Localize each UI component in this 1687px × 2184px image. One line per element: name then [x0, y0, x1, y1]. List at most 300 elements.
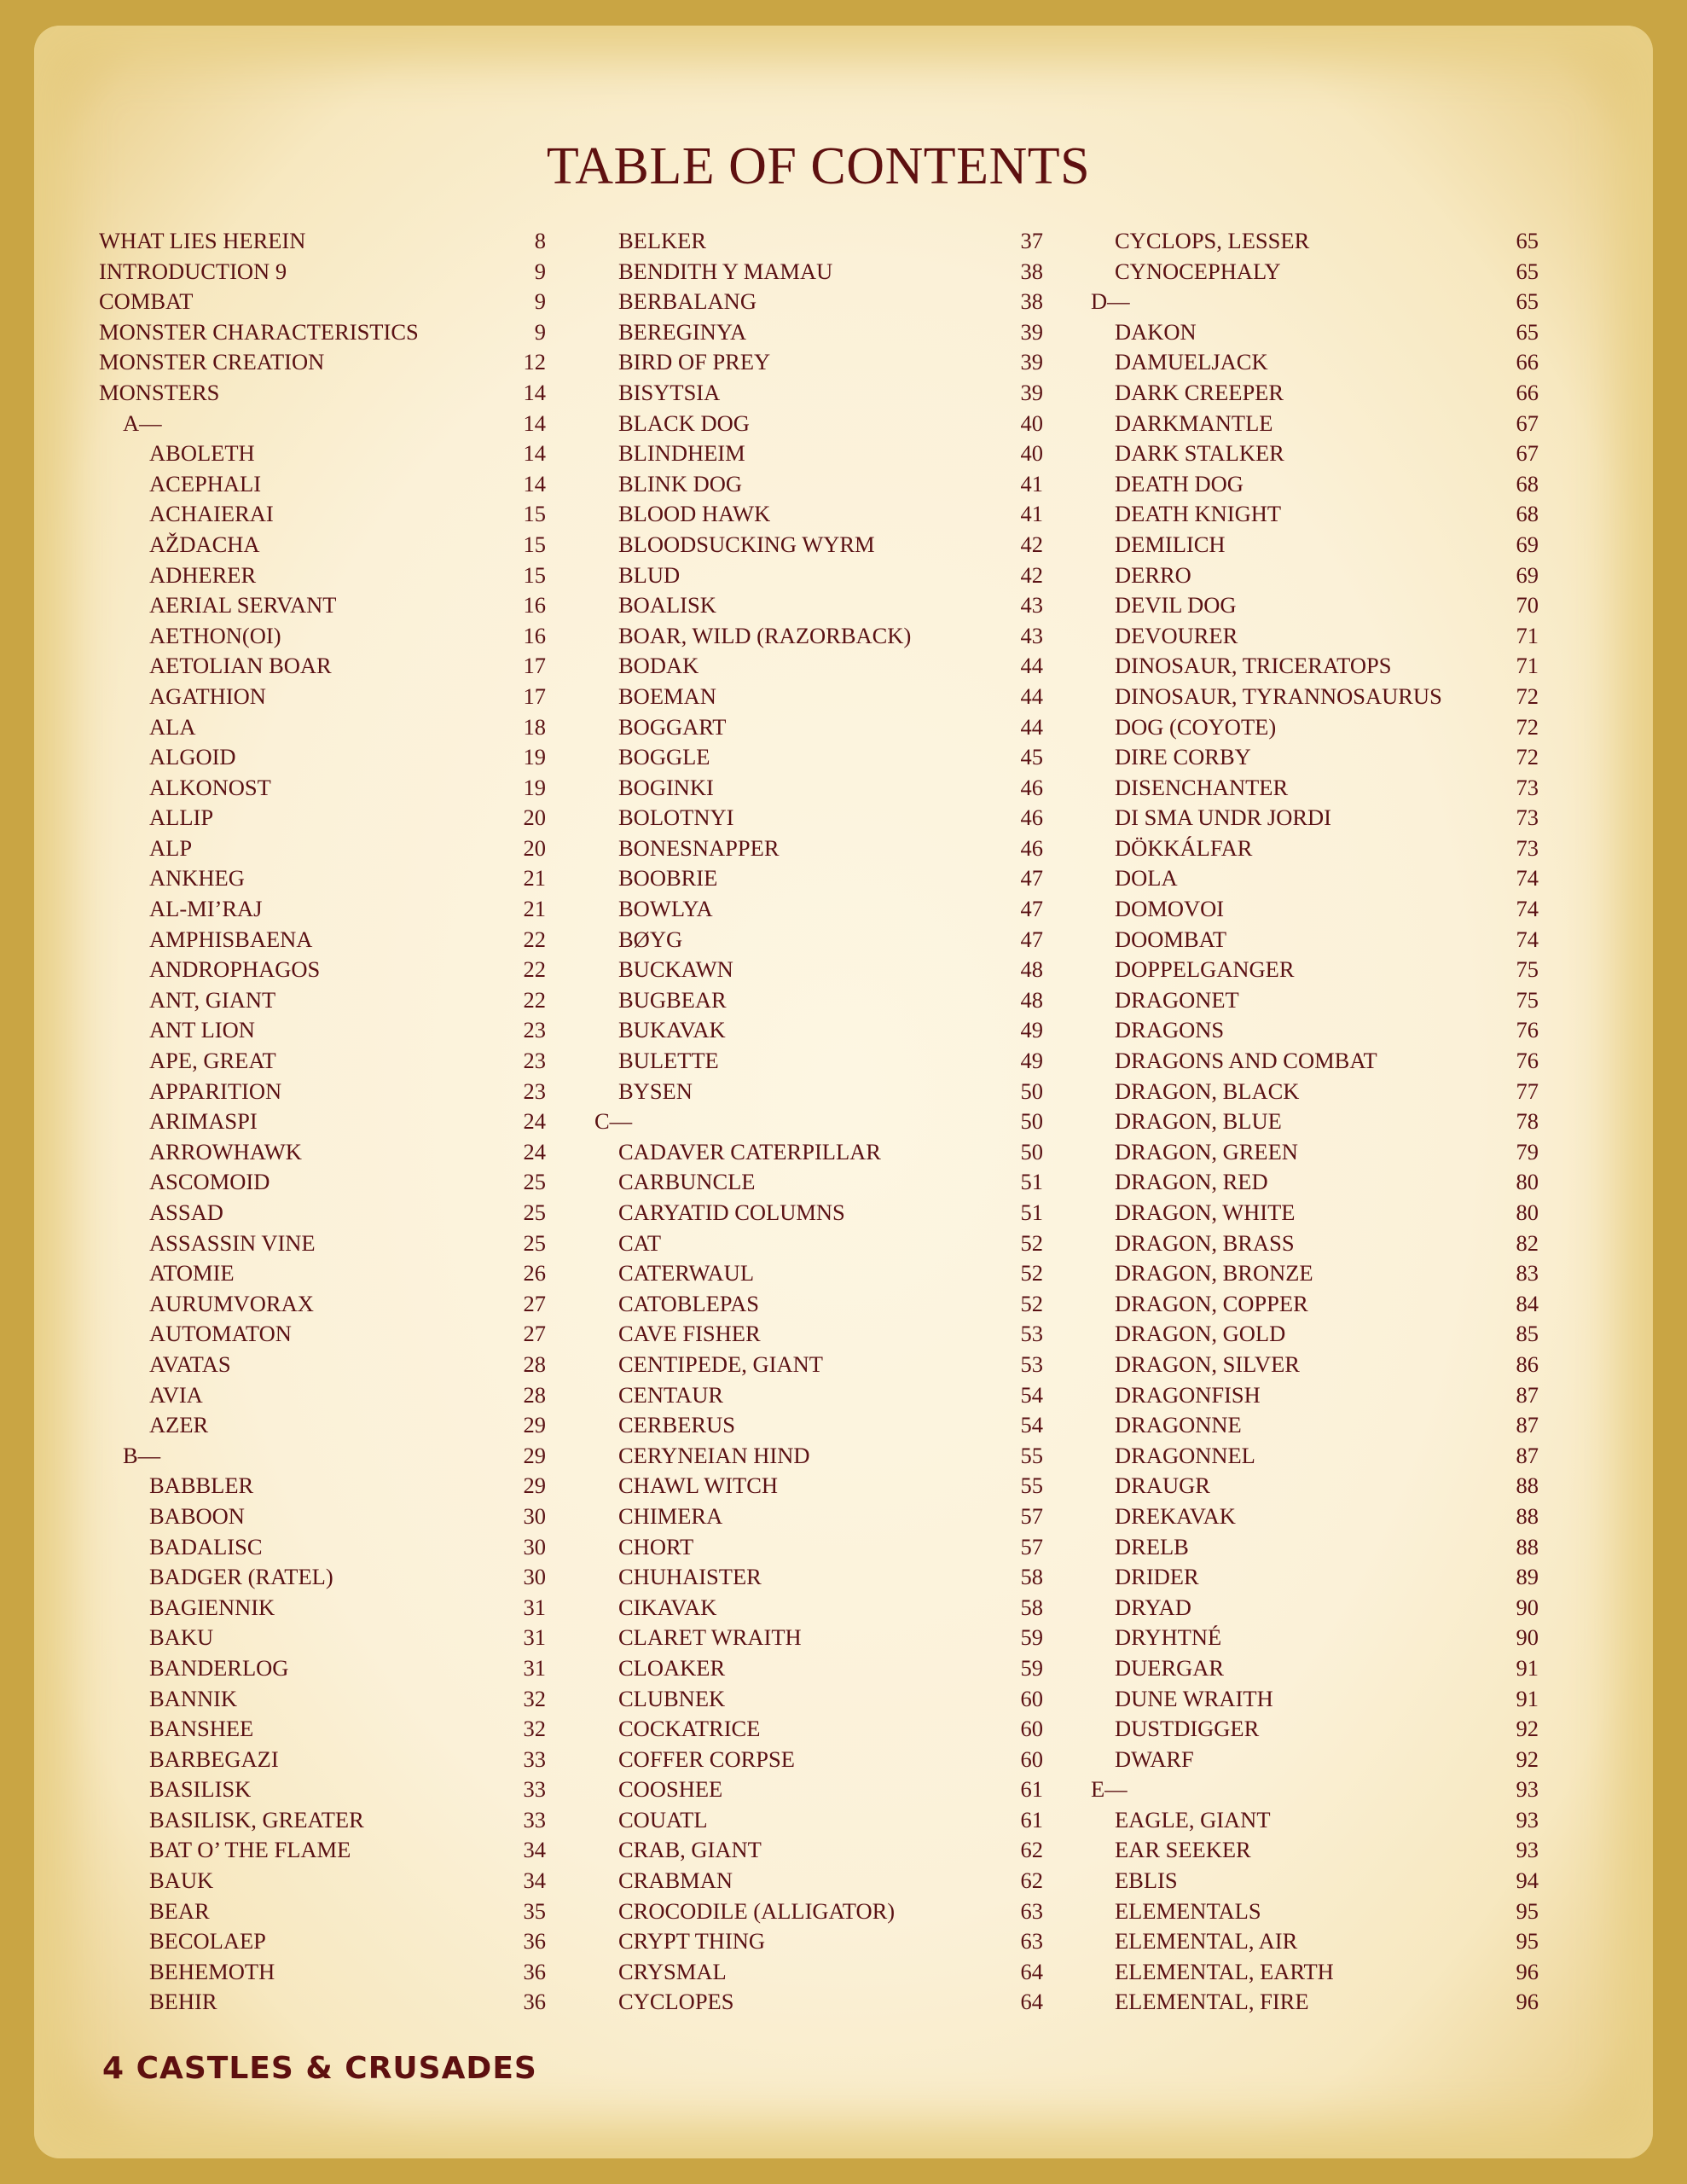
toc-entry [99, 226, 546, 257]
toc-entry-title: CLOAKER [618, 1654, 726, 1681]
toc-entry-page: 88 [1516, 1502, 1539, 1529]
toc-entry-title: BUGBEAR [618, 986, 727, 1013]
toc-entry-title: BAKU [149, 1624, 214, 1651]
toc-entry-page: 57 [1020, 1533, 1043, 1560]
toc-entry-title: ELEMENTAL, EARTH [1115, 1958, 1334, 1984]
toc-entry [99, 1289, 546, 1320]
toc-entry-page: 15 [523, 501, 546, 527]
toc-entry [99, 1926, 546, 1957]
toc-entry-page: 73 [1516, 834, 1539, 861]
toc-entry-title: CRYPT THING [618, 1928, 766, 1955]
toc-entry-title: DEATH DOG [1115, 470, 1244, 497]
toc-entry-title: DINOSAUR, TRICERATOPS [1115, 653, 1392, 679]
toc-entry [1091, 1684, 1539, 1715]
toc-entry-page: 20 [523, 834, 546, 861]
toc-entry-title: AUTOMATON [149, 1321, 292, 1347]
toc-entry-title: CENTIPEDE, GIANT [618, 1350, 823, 1377]
toc-entry-title: DOOMBAT [1115, 926, 1227, 952]
toc-entry-page: 44 [1020, 682, 1043, 709]
toc-entry-page: 53 [1020, 1350, 1043, 1377]
toc-entry-title: CLARET WRAITH [618, 1624, 802, 1651]
toc-entry [99, 651, 546, 682]
toc-entry-page: 64 [1020, 1958, 1043, 1984]
toc-entry-title: DOLA [1115, 865, 1178, 892]
toc-entry [594, 651, 1043, 682]
toc-entry-title: BENDITH Y MAMAU [618, 258, 833, 284]
toc-entry [1091, 1774, 1539, 1805]
toc-entry [594, 1593, 1043, 1623]
toc-entry [99, 1198, 546, 1228]
toc-entry-page: 22 [523, 926, 546, 952]
toc-entry-title: AŽDACHA [149, 531, 260, 557]
toc-entry [99, 621, 546, 652]
toc-entry [594, 1350, 1043, 1380]
toc-entry-page: 60 [1020, 1745, 1043, 1772]
toc-entry-page: 46 [1020, 834, 1043, 861]
toc-entry-title: BASILISK, GREATER [149, 1806, 364, 1833]
toc-entry-page: 90 [1516, 1594, 1539, 1620]
toc-entry-page: 88 [1516, 1533, 1539, 1560]
toc-entry [99, 773, 546, 804]
toc-entry-page: 39 [1020, 379, 1043, 405]
toc-entry [1091, 1258, 1539, 1289]
toc-entry [594, 1289, 1043, 1320]
toc-entry [594, 863, 1043, 894]
toc-entry-page: 49 [1020, 1017, 1043, 1043]
toc-entry-title: COMBAT [99, 288, 194, 315]
toc-entry [1091, 742, 1539, 773]
toc-entry-page: 44 [1020, 713, 1043, 740]
toc-entry-page: 65 [1516, 228, 1539, 253]
toc-entry-title: CAVE FISHER [618, 1321, 761, 1347]
toc-entry-page: 73 [1516, 804, 1539, 831]
toc-entry [1091, 1926, 1539, 1957]
toc-entry-title: APPARITION [149, 1077, 282, 1104]
toc-entry-title: CLUBNEK [618, 1685, 726, 1711]
toc-entry-page: 83 [1516, 1260, 1539, 1287]
toc-entry-page: 29 [523, 1412, 546, 1438]
toc-entry-title: EBLIS [1115, 1867, 1178, 1894]
toc-entry [1091, 803, 1539, 834]
toc-entry-page: 73 [1516, 774, 1539, 800]
toc-entry-page: 68 [1516, 470, 1539, 497]
toc-entry [99, 409, 546, 439]
toc-entry-title: CHORT [618, 1533, 694, 1560]
toc-entry-title: ALA [149, 713, 196, 740]
toc-entry [594, 1471, 1043, 1502]
toc-entry-page: 51 [1020, 1169, 1043, 1195]
toc-entry-page: 28 [523, 1350, 546, 1377]
toc-entry-title: DRAGONS AND COMBAT [1115, 1048, 1377, 1074]
toc-entry-title: DERRO [1115, 561, 1191, 588]
toc-entry [99, 561, 546, 591]
toc-entry-page: 86 [1516, 1350, 1539, 1377]
toc-entry-title: CRABMAN [618, 1867, 733, 1894]
toc-entry [594, 1532, 1043, 1563]
toc-entry-page: 66 [1516, 349, 1539, 375]
toc-entry-title: AVIA [149, 1381, 203, 1408]
toc-entry-title: BUCKAWN [618, 956, 733, 983]
toc-entry-page: 30 [523, 1564, 546, 1590]
toc-entry-title: DEATH KNIGHT [1115, 501, 1282, 527]
toc-entry [99, 1319, 546, 1350]
toc-entry [594, 1137, 1043, 1168]
toc-entry-page: 65 [1516, 288, 1539, 315]
toc-entry [99, 1562, 546, 1593]
toc-entry-page: 62 [1020, 1867, 1043, 1894]
toc-entry-page: 52 [1020, 1229, 1043, 1256]
toc-entry [594, 985, 1043, 1016]
toc-entry-title: COOSHEE [618, 1776, 723, 1803]
toc-entry-title: ATOMIE [149, 1260, 235, 1287]
toc-entry-page: 30 [523, 1533, 546, 1560]
toc-entry-page: 69 [1516, 531, 1539, 557]
toc-entry-title: BADGER (RATEL) [149, 1564, 333, 1590]
toc-entry-title: DRYHTNÉ [1115, 1624, 1222, 1651]
toc-entry-title: BOEMAN [618, 682, 716, 709]
toc-entry [99, 1015, 546, 1046]
toc-entry-page: 23 [523, 1077, 546, 1104]
toc-entry-page: 48 [1020, 986, 1043, 1013]
toc-entry-page: 74 [1516, 896, 1539, 922]
toc-entry-page: 74 [1516, 926, 1539, 952]
toc-entry-title: DISENCHANTER [1115, 774, 1289, 800]
toc-entry-title: AERIAL SERVANT [149, 592, 337, 619]
toc-entry-title: BOAR, WILD (RAZORBACK) [618, 622, 912, 648]
toc-entry [1091, 834, 1539, 864]
toc-entry [1091, 530, 1539, 561]
toc-entry-page: 55 [1020, 1472, 1043, 1499]
toc-entry [1091, 1137, 1539, 1168]
toc-entry-page: 25 [523, 1169, 546, 1195]
toc-entry [1091, 1107, 1539, 1137]
toc-entry-title: DÖKKÁLFAR [1115, 834, 1253, 861]
toc-entry-title: DI SMA UNDR JORDI [1115, 804, 1331, 831]
toc-entry-page: 32 [523, 1716, 546, 1742]
toc-entry-title: CARYATID COLUMNS [618, 1199, 845, 1225]
toc-entry-page: 42 [1020, 561, 1043, 588]
toc-entry-page: 9 [534, 318, 546, 345]
toc-entry [99, 439, 546, 469]
toc-entry-title: BOWLYA [618, 896, 713, 922]
toc-entry-title: C— [594, 1108, 633, 1135]
toc-entry-page: 72 [1516, 744, 1539, 770]
toc-entry [594, 712, 1043, 743]
toc-entry [594, 409, 1043, 439]
toc-entry-page: 27 [523, 1321, 546, 1347]
toc-entry [99, 378, 546, 409]
toc-entry-title: CATOBLEPAS [618, 1290, 759, 1316]
toc-entry [594, 439, 1043, 469]
toc-entry-title: BODAK [618, 653, 699, 679]
toc-entry-title: BOLOTNYI [618, 804, 734, 831]
toc-entry [1091, 1198, 1539, 1228]
toc-entry-page: 58 [1020, 1594, 1043, 1620]
toc-entry-title: BUKAVAK [618, 1017, 726, 1043]
toc-entry-page: 94 [1516, 1867, 1539, 1894]
toc-entry-title: ALGOID [149, 744, 236, 770]
toc-entry [594, 1653, 1043, 1684]
toc-entry-page: 92 [1516, 1716, 1539, 1742]
toc-entry-page: 54 [1020, 1381, 1043, 1408]
toc-entry-title: ALP [149, 834, 193, 861]
toc-entry-title: AGATHION [149, 682, 266, 709]
toc-entry-page: 57 [1020, 1502, 1043, 1529]
toc-entry [99, 1107, 546, 1137]
toc-entry-title: CHIMERA [618, 1502, 723, 1529]
toc-entry-page: 28 [523, 1381, 546, 1408]
toc-entry-page: 15 [523, 531, 546, 557]
toc-entry [99, 1835, 546, 1866]
toc-entry [1091, 439, 1539, 469]
toc-entry [99, 1502, 546, 1532]
toc-entry [594, 955, 1043, 985]
toc-entry-title: CROCODILE (ALLIGATOR) [618, 1897, 896, 1924]
toc-entry [594, 317, 1043, 348]
toc-entry-title: ASCOMOID [149, 1169, 270, 1195]
toc-entry-page: 67 [1516, 440, 1539, 467]
toc-entry [1091, 226, 1539, 257]
toc-entry-page: 25 [523, 1229, 546, 1256]
toc-entry-title: BOOBRIE [618, 865, 718, 892]
toc-entry [594, 773, 1043, 804]
toc-entry-title: DUSTDIGGER [1115, 1716, 1260, 1742]
toc-entry-page: 19 [523, 774, 546, 800]
toc-entry-page: 60 [1020, 1716, 1043, 1742]
toc-entry-title: AETHON(OI) [149, 622, 281, 648]
toc-entry [1091, 863, 1539, 894]
toc-entry-page: 62 [1020, 1837, 1043, 1863]
toc-entry [99, 1258, 546, 1289]
toc-entry [594, 1835, 1043, 1866]
toc-entry [1091, 1410, 1539, 1441]
toc-entry-title: DRYAD [1115, 1594, 1191, 1620]
toc-entry-title: BLINDHEIM [618, 440, 745, 467]
toc-entry-title: ADHERER [149, 561, 257, 588]
toc-entry [99, 1441, 546, 1472]
toc-entry-title: DARK CREEPER [1115, 379, 1284, 405]
toc-entry-page: 47 [1020, 896, 1043, 922]
toc-entry-page: 89 [1516, 1564, 1539, 1590]
toc-entry-page: 27 [523, 1290, 546, 1316]
toc-entry-title: CERYNEIAN HIND [618, 1442, 810, 1468]
toc-entry [594, 1107, 1043, 1137]
toc-entry-page: 22 [523, 956, 546, 983]
toc-entry [594, 834, 1043, 864]
toc-entry-title: DUERGAR [1115, 1654, 1225, 1681]
toc-entry [594, 925, 1043, 956]
toc-entry-title: COCKATRICE [618, 1716, 761, 1742]
toc-entry-title: MONSTER CREATION [99, 349, 325, 375]
toc-entry-page: 84 [1516, 1290, 1539, 1316]
toc-entry [99, 469, 546, 500]
toc-entry-title: COFFER CORPSE [618, 1745, 795, 1772]
toc-entry-title: DRIDER [1115, 1564, 1199, 1590]
toc-entry [99, 894, 546, 925]
toc-entry-title: AZER [149, 1412, 209, 1438]
toc-entry-title: DRELB [1115, 1533, 1189, 1560]
toc-entry-page: 14 [523, 470, 546, 497]
toc-entry-title: DRAGON, BRONZE [1115, 1260, 1313, 1287]
toc-entry [594, 530, 1043, 561]
toc-entry-page: 17 [523, 653, 546, 679]
toc-entry-title: BOGINKI [618, 774, 714, 800]
toc-entry-title: ABOLETH [149, 440, 255, 467]
toc-entry [594, 1805, 1043, 1836]
toc-entry-page: 9 [534, 258, 546, 284]
toc-entry [594, 1896, 1043, 1927]
toc-entry-title: ASSAD [149, 1199, 223, 1225]
toc-entry-title: ASSASSIN VINE [149, 1229, 316, 1256]
toc-entry-title: DRAGON, GREEN [1115, 1138, 1298, 1165]
toc-entry-title: DRAGONNE [1115, 1412, 1242, 1438]
toc-entry-title: DRAGONNEL [1115, 1442, 1255, 1468]
toc-entry-title: BØYG [618, 926, 683, 952]
toc-entry [1091, 1046, 1539, 1077]
toc-entry-title: E— [1091, 1776, 1128, 1803]
toc-entry-title: BULETTE [618, 1048, 719, 1074]
toc-entry-title: BERBALANG [618, 288, 757, 315]
toc-entry-page: 23 [523, 1048, 546, 1074]
toc-entry [99, 742, 546, 773]
toc-entry-title: BARBEGAZI [149, 1745, 279, 1772]
toc-entry-title: DOMOVOI [1115, 896, 1225, 922]
page-title: TABLE OF CONTENTS [546, 137, 1091, 195]
toc-entry [1091, 561, 1539, 591]
toc-entry [99, 1653, 546, 1684]
toc-entry-page: 95 [1516, 1897, 1539, 1924]
toc-entry-title: AURUMVORAX [149, 1290, 314, 1316]
toc-entry [1091, 1319, 1539, 1350]
toc-entry-page: 90 [1516, 1624, 1539, 1651]
toc-entry [1091, 1623, 1539, 1653]
toc-entry-page: 16 [523, 592, 546, 619]
toc-entry-page: 92 [1516, 1745, 1539, 1772]
toc-entry-page: 49 [1020, 1048, 1043, 1074]
toc-entry-page: 40 [1020, 410, 1043, 436]
toc-entry [1091, 1167, 1539, 1198]
toc-entry-page: 69 [1516, 561, 1539, 588]
toc-entry-title: CYCLOPS, LESSER [1115, 228, 1310, 253]
toc-entry-page: 76 [1516, 1048, 1539, 1074]
toc-entry-title: ELEMENTAL, AIR [1115, 1928, 1298, 1955]
toc-entry-title: BLOOD HAWK [618, 501, 771, 527]
toc-entry-title: DRAGON, COPPER [1115, 1290, 1308, 1316]
toc-entry [594, 1502, 1043, 1532]
toc-entry-page: 43 [1020, 592, 1043, 619]
toc-entry [594, 1745, 1043, 1775]
toc-entry-page: 33 [523, 1776, 546, 1803]
page-footer: 4 CASTLES & CRUSADES [102, 2051, 537, 2086]
toc-entry-title: DARK STALKER [1115, 440, 1284, 467]
toc-entry [1091, 1077, 1539, 1107]
toc-entry [594, 1866, 1043, 1896]
toc-entry-title: CADAVER CATERPILLAR [618, 1138, 881, 1165]
toc-entry-page: 93 [1516, 1776, 1539, 1803]
toc-entry [1091, 590, 1539, 621]
toc-entry-page: 51 [1020, 1199, 1043, 1225]
toc-entry-title: DRAGON, GOLD [1115, 1321, 1286, 1347]
toc-entry [594, 742, 1043, 773]
toc-entry [99, 1077, 546, 1107]
toc-entry [1091, 1289, 1539, 1320]
toc-entry [594, 1957, 1043, 1988]
toc-entry-page: 96 [1516, 1958, 1539, 1984]
toc-entry [99, 499, 546, 530]
toc-entry-page: 72 [1516, 713, 1539, 740]
toc-entry-page: 87 [1516, 1412, 1539, 1438]
toc-entry [1091, 499, 1539, 530]
toc-entry-title: CRYSMAL [618, 1958, 727, 1984]
toc-entry-title: DRAGONFISH [1115, 1381, 1261, 1408]
toc-entry [594, 499, 1043, 530]
toc-entry [99, 347, 546, 378]
toc-entry [1091, 347, 1539, 378]
toc-entry-page: 39 [1020, 318, 1043, 345]
toc-entry-page: 63 [1020, 1928, 1043, 1955]
toc-entry-page: 45 [1020, 744, 1043, 770]
toc-entry-title: BEREGINYA [618, 318, 747, 345]
toc-entry [1091, 257, 1539, 288]
toc-entry-page: 14 [523, 379, 546, 405]
toc-entry [99, 1380, 546, 1411]
toc-entry [99, 1714, 546, 1745]
toc-entry [594, 1167, 1043, 1198]
toc-entry-title: ANDROPHAGOS [149, 956, 321, 983]
toc-entry [1091, 651, 1539, 682]
toc-entry-page: 50 [1020, 1108, 1043, 1135]
toc-entry-page: 72 [1516, 682, 1539, 709]
toc-entry-title: CYNOCEPHALY [1115, 258, 1281, 284]
toc-entry-page: 38 [1020, 258, 1043, 284]
toc-entry-title: EAGLE, GIANT [1115, 1806, 1271, 1833]
toc-entry [1091, 1380, 1539, 1411]
toc-entry-page: 80 [1516, 1199, 1539, 1225]
toc-entry-page: 36 [523, 1989, 546, 2015]
toc-entry [1091, 1532, 1539, 1563]
toc-entry-page: 24 [523, 1108, 546, 1135]
toc-entry-title: DRAGONET [1115, 986, 1239, 1013]
toc-entry [594, 1198, 1043, 1228]
toc-entry [594, 378, 1043, 409]
toc-entry-title: BABOON [149, 1502, 245, 1529]
toc-entry-page: 24 [523, 1138, 546, 1165]
toc-entry-page: 75 [1516, 986, 1539, 1013]
toc-entry-page: 41 [1020, 501, 1043, 527]
toc-entry-title: DRAGONS [1115, 1017, 1225, 1043]
toc-entry-title: BELKER [618, 228, 707, 253]
toc-entry [594, 1258, 1043, 1289]
toc-entry-page: 12 [523, 349, 546, 375]
toc-entry-title: CAT [618, 1229, 662, 1256]
toc-entry-title: B— [123, 1442, 161, 1468]
toc-entry [99, 1471, 546, 1502]
toc-entry [1091, 621, 1539, 652]
toc-entry-page: 55 [1020, 1442, 1043, 1468]
toc-entry-page: 65 [1516, 318, 1539, 345]
toc-entry-title: BONESNAPPER [618, 834, 780, 861]
toc-entry [1091, 985, 1539, 1016]
toc-entry-page: 61 [1020, 1776, 1043, 1803]
toc-entry-page: 67 [1516, 410, 1539, 436]
toc-entry [1091, 1805, 1539, 1836]
toc-entry-page: 22 [523, 986, 546, 1013]
toc-entry [1091, 1896, 1539, 1927]
toc-entry-title: DINOSAUR, TYRANNOSAURUS [1115, 682, 1442, 709]
toc-entry [99, 1957, 546, 1988]
toc-entry [99, 1896, 546, 1927]
toc-entry-page: 63 [1020, 1897, 1043, 1924]
